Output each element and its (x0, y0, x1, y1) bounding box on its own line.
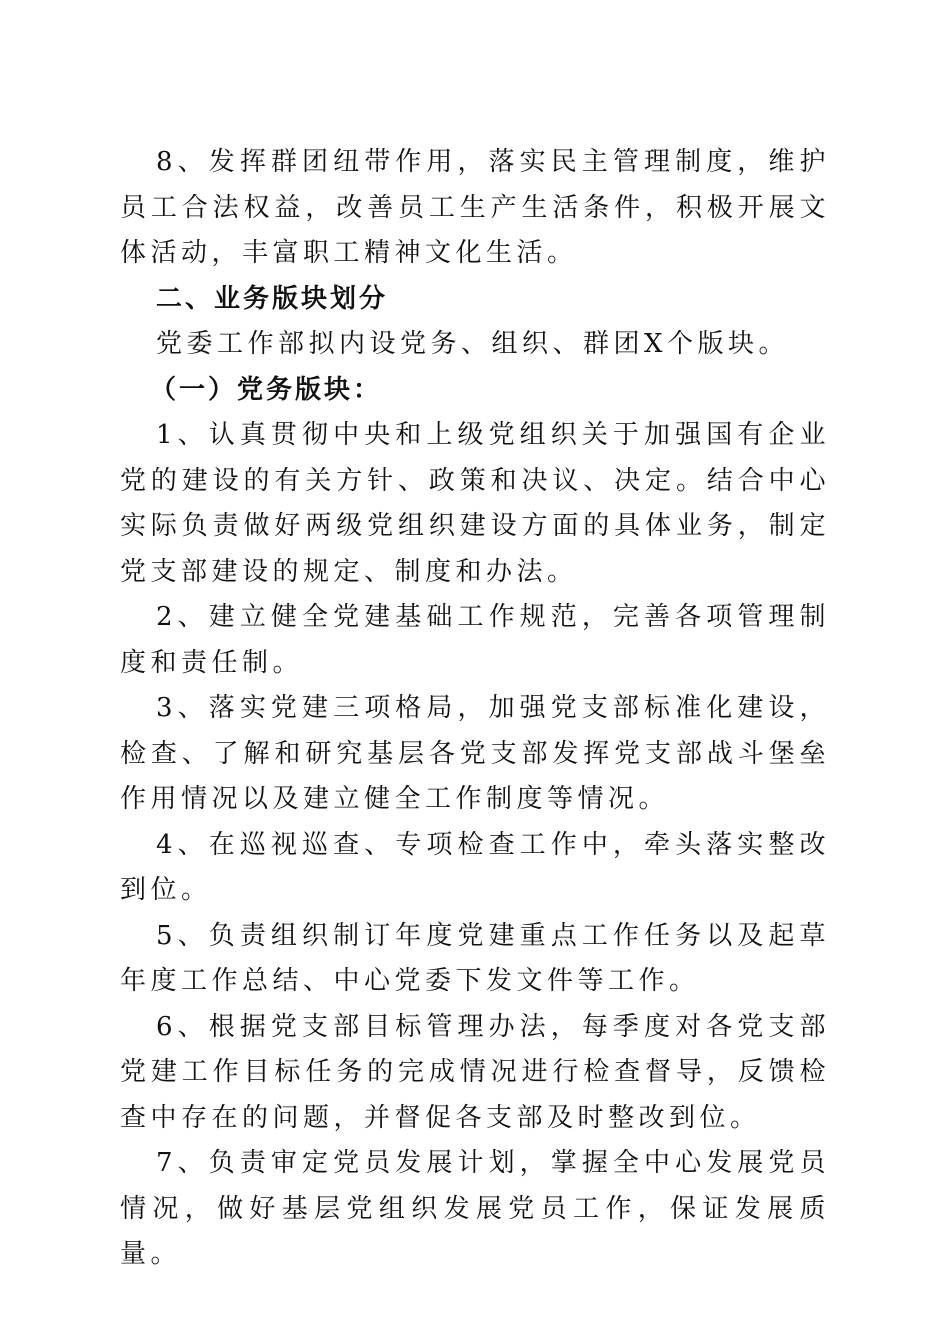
paragraph-item-1: 1、认真贯彻中央和上级党组织关于加强国有企业党的建设的有关方针、政策和决议、决定。结合中心实际负责做好两级党组织建设方面的具体业务，制定党支部建设的规定、制度和办法。 (120, 420, 830, 587)
document-page (120, 140, 830, 1278)
paragraph-item-8: 8、发挥群团纽带作用，落实民主管理制度，维护员工合法权益，改善员工生产生活条件，积极开展文体活动，丰富职工精神文化生活。 (120, 147, 830, 268)
subsection-heading-party-affairs: （一）党务版块： (150, 374, 383, 405)
section-heading-business-blocks: 二、业务版块划分 (156, 283, 389, 314)
paragraph-item-4: 4、在巡视巡查、专项检查工作中，牵头落实整改到位。 (120, 829, 830, 905)
paragraph-item-3: 3、落实党建三项格局，加强党支部标准化建设，检查、了解和研究基层各党支部发挥党支部战斗堡垒作用情况以及建立健全工作制度等情况。 (120, 693, 830, 814)
paragraph-intro: 党委工作部拟内设党务、组织、群团X个版块。 (156, 329, 790, 359)
paragraph-item-6: 6、根据党支部目标管理办法，每季度对各党支部党建工作目标任务的完成情况进行检查督导，反馈检查中存在的问题，并督促各支部及时整改到位。 (120, 1011, 830, 1133)
paragraph-item-2: 2、建立健全党建基础工作规范，完善各项管理制度和责任制。 (120, 602, 830, 678)
paragraph-item-5: 5、负责组织制订年度党建重点工作任务以及起草年度工作总结、中心党委下发文件等工作。 (120, 920, 830, 996)
paragraph-item-7: 7、负责审定党员发展计划，掌握全中心发展党员情况，做好基层党组织发展党员工作，保证发展质量。 (120, 1148, 830, 1269)
